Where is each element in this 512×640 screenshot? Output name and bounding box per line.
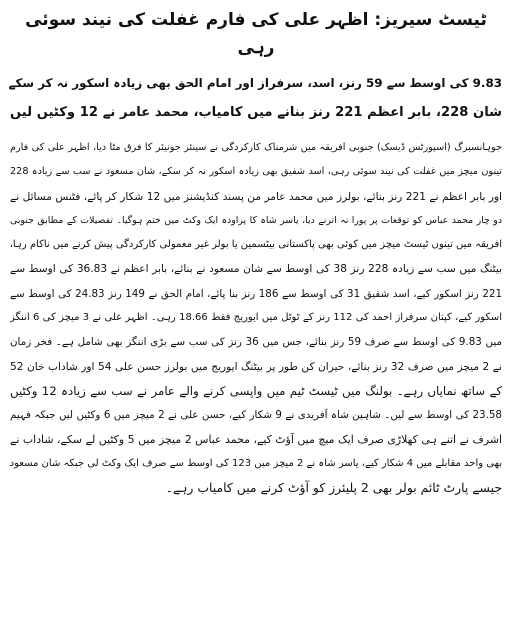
article-line: میں 9.83 کی اوسط سے صرف 59 رنز بنائے، جس میں 36 رنز کی سب سے بڑی اننگز بھی شامل ہے۔ فخر زمان <box>10 336 502 349</box>
article-line: 221 رنز اسکور کیے، اسد شفیق 31 کی اوسط سے 186 رنز بنا پائے، امام الحق نے 149 رنز 24.83 کی اوسط سے <box>10 287 502 300</box>
article-headline: ٹیسٹ سیریز: اظہر علی کی فارم غفلت کی نیند سوئی رہی <box>25 10 487 58</box>
article-line: بھی واحد مقابلے میں 4 شکار کیے، یاسر شاہ نے 2 میچز میں 123 کی اوسط سے صرف ایک وکٹ لی جبکہ شان مسعود <box>10 457 502 469</box>
article-line: اشرف نے اتنے ہی کھلاڑی صرف ایک میچ میں آؤٹ کیے، محمد عباس 2 میچز میں 5 وکٹیں لے سکے، شاداب نے <box>10 432 502 446</box>
article-subheadline: 9.83 کی اوسط سے 59 رنز، اسد، سرفراز اور امام الحق بھی زیادہ اسکور نہ کر سکے <box>8 76 502 90</box>
article-line: اور بابر اعظم نے 221 رنز بنائے، بولرز میں محمد عامر من پسند کنڈیشنز میں 12 شکار کر پائے، فٹنس مسائل نے <box>10 190 502 203</box>
article-line: جوہانسبرگ (اسپورٹس ڈیسک) جنوبی افریقہ میں شرمناک کارکردگی نے سینئر جونیئر کا فرق مٹا دیا، اظہر علی کی فارم <box>10 142 502 153</box>
article-line: اسکور کیے، کپتان سرفراز احمد کی 112 رنز کے ٹوٹل میں ایوریج فقط 18.66 رہی۔ اظہر علی نے 3 میچز کی 6 اننگز <box>10 312 502 324</box>
article-line: 23.58 کی اوسط سے لیں۔ شاہین شاہ آفریدی نے 9 شکار کیے، حسن علی نے 2 میچز میں 6 وکٹیں لیں جبکہ فہیم <box>10 409 502 422</box>
article-line: جیسے پارٹ ٹائم بولر بھی 2 پلیئرز کو آؤٹ کرنے میں کامیاب رہے۔ <box>165 480 502 496</box>
article-subheadline: شان 228، بابر اعظم 221 رنز بنانے میں کامیاب، محمد عامر نے 12 وکٹیں لیں <box>10 105 503 120</box>
article-line: افریقہ میں تینوں ٹیسٹ میچز میں کوئی بھی پاکستانی بیٹسمین یا بولر غیر معمولی کارکردگی پیش کرنے میں ناکام رہا، <box>10 239 502 251</box>
article-line: تینوں میچز میں غفلت کی نیند سوئی رہی، اسد شفیق بھی زیادہ اسکور نہ کر سکے، شان مسعود نے سب سے زیادہ 228 <box>10 166 502 178</box>
article-line: دو چار محمد عباس کو توقعات پر پورا نہ اترنے دیا، یاسر شاہ کا پراودہ ایک وکٹ میں ختم ہوگیا۔ تفصیلات کے مطابق جنوبی <box>10 214 502 226</box>
article-body <box>10 136 502 500</box>
article-line: نے 2 میچز میں صرف 32 رنز بنائے، حیران کن طور پر بیٹنگ ایوریج میں بولرز حسن علی 54 اور شاداب خان 52 <box>10 360 502 373</box>
article-line: کے ساتھ نمایاں رہے۔ بولنگ میں ٹیسٹ ٹیم میں واپسی کرنے والے عامر نے سب سے زیادہ 12 وکٹیں <box>10 383 502 398</box>
article-line: بیٹنگ میں سب سے زیادہ 228 رنز 38 کی اوسط سے شان مسعود نے بنائے، بابر اعظم نے 36.83 کی اوسط سے <box>10 263 502 276</box>
